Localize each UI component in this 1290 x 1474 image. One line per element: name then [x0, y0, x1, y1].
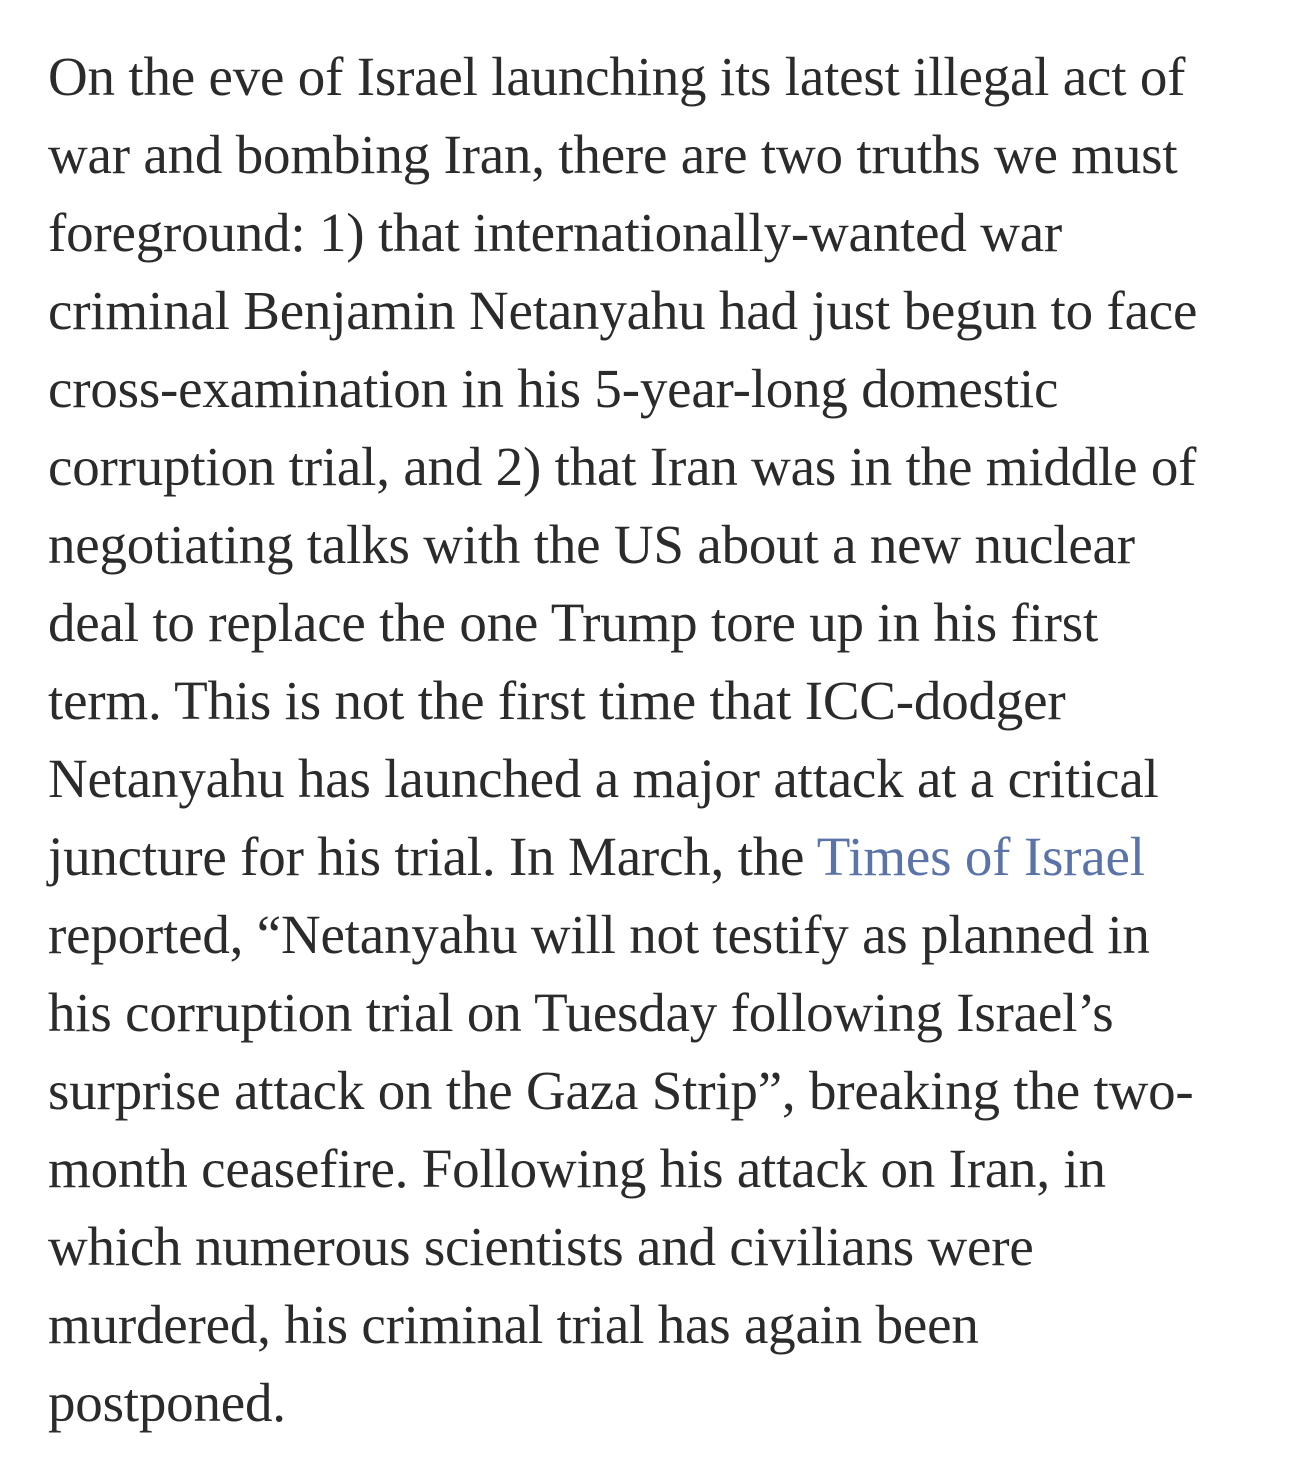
- paragraph-line: surprise attack on the Gaza Strip”, breaking the two-: [48, 1060, 1194, 1121]
- article-paragraph: [48, 38, 1248, 1442]
- paragraph-line: criminal Benjamin Netanyahu had just begun to face: [48, 280, 1198, 341]
- paragraph-line: foreground: 1) that internationally-wanted war: [48, 202, 1063, 263]
- paragraph-line-text: juncture for his trial. In March, the: [48, 826, 817, 887]
- paragraph-line: murdered, his criminal trial has again been: [48, 1294, 979, 1355]
- paragraph-line: month ceasefire. Following his attack on Iran, in: [48, 1138, 1106, 1199]
- paragraph-line: deal to replace the one Trump tore up in his first: [48, 592, 1099, 653]
- paragraph-line: which numerous scientists and civilians were: [48, 1216, 1034, 1277]
- paragraph-line: postponed.: [48, 1372, 286, 1433]
- paragraph-line: Netanyahu has launched a major attack at a critical: [48, 748, 1159, 809]
- paragraph-line: his corruption trial on Tuesday following Israel’s: [48, 982, 1114, 1043]
- paragraph-line: On the eve of Israel launching its latest illegal act of: [48, 46, 1186, 107]
- paragraph-line: term. This is not the first time that ICC-dodger: [48, 670, 1066, 731]
- times-of-israel-link[interactable]: Times of Israel: [816, 826, 1145, 887]
- paragraph-line: negotiating talks with the US about a new nuclear: [48, 514, 1135, 575]
- paragraph-line: cross-examination in his 5-year-long domestic: [48, 358, 1059, 419]
- paragraph-line: corruption trial, and 2) that Iran was in the middle of: [48, 436, 1197, 497]
- paragraph-line: war and bombing Iran, there are two truths we must: [48, 124, 1178, 185]
- paragraph-line-with-link: [48, 818, 1248, 896]
- paragraph-line: reported, “Netanyahu will not testify as planned in: [48, 904, 1150, 965]
